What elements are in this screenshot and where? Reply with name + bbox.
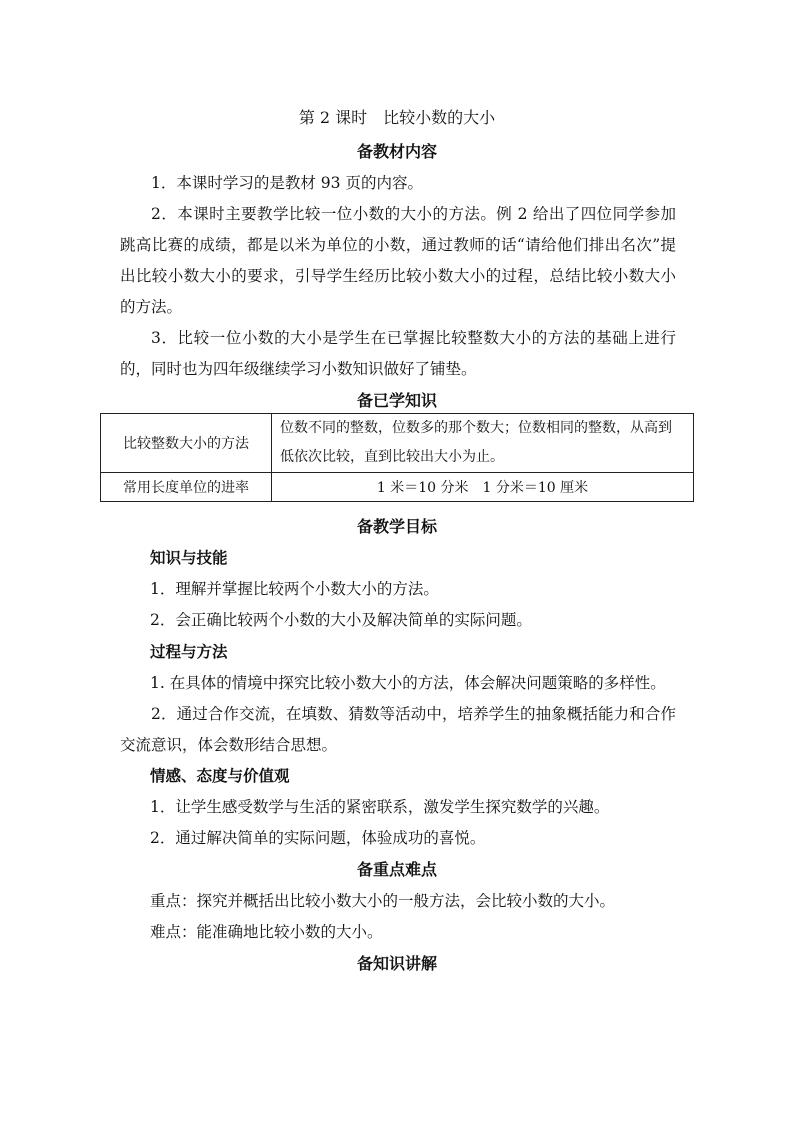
materials-paragraph-2: 2．本课时主要教学比较一位小数的大小的方法。例 2 给出了四位同学参加跳高比赛的成绩，都是以米为单位的小数，通过教师的话“请给他们排出名次”提出比较小数大小的要求，引导学生经历比较小数大小的过程，总结比较小数大小的方法。 bbox=[120, 205, 676, 316]
objective-knowledge-1: 1．理解并掌握比较两个小数大小的方法。 bbox=[150, 580, 439, 598]
materials-paragraph-3: 3．比较一位小数的大小是学生在已掌握比较整数大小的方法的基础上进行的，同时也为四年级继续学习小数知识做好了铺垫。 bbox=[120, 329, 676, 378]
materials-paragraph-1: 1．本课时学习的是教材 93 页的内容。 bbox=[151, 174, 423, 192]
table-row bbox=[101, 414, 694, 473]
table-cell-content: 位数不同的整数，位数多的那个数大；位数相同的整数，从高到低依次比较，直到比较出大小为止。 bbox=[272, 414, 694, 473]
lesson-title: 第 2 课时 比较小数的大小 bbox=[298, 108, 496, 127]
key-point-difficulty: 难点：能准确地比较小数的大小。 bbox=[150, 923, 383, 941]
table-cell-label: 比较整数大小的方法 bbox=[101, 414, 272, 473]
objective-attitude-1: 1．让学生感受数学与生活的紧密联系，激发学生探究数学的兴趣。 bbox=[150, 798, 610, 816]
objective-process-2: 2．通过合作交流，在填数、猜数等活动中，培养学生的抽象概括能力和合作交流意识，体会数形结合思想。 bbox=[120, 705, 676, 754]
table-cell-content: 1 米＝10 分米 1 分米＝10 厘米 bbox=[272, 473, 694, 502]
objective-attitude-2: 2．通过解决简单的实际问题，体验成功的喜悦。 bbox=[150, 829, 486, 847]
table-row bbox=[101, 473, 694, 502]
subheading-knowledge-skills: 知识与技能 bbox=[150, 548, 228, 567]
objective-process-1: 1. 在具体的情境中探究比较小数大小的方法，体会解决问题策略的多样性。 bbox=[150, 674, 666, 692]
section-heading-objectives: 备教学目标 bbox=[356, 517, 437, 536]
section-heading-prior-knowledge: 备已学知识 bbox=[356, 391, 437, 410]
subheading-attitude-values: 情感、态度与价值观 bbox=[150, 766, 290, 785]
key-point-focus: 重点：探究并概括出比较小数大小的一般方法，会比较小数的大小。 bbox=[150, 892, 616, 910]
table-cell-label: 常用长度单位的进率 bbox=[101, 473, 272, 502]
objective-knowledge-2: 2．会正确比较两个小数的大小及解决简单的实际问题。 bbox=[150, 611, 532, 629]
section-heading-explanation: 备知识讲解 bbox=[356, 954, 437, 973]
prior-knowledge-table bbox=[100, 413, 694, 502]
subheading-process-methods: 过程与方法 bbox=[150, 642, 228, 661]
section-heading-key-points: 备重点难点 bbox=[356, 860, 437, 879]
section-heading-materials: 备教材内容 bbox=[356, 142, 437, 161]
